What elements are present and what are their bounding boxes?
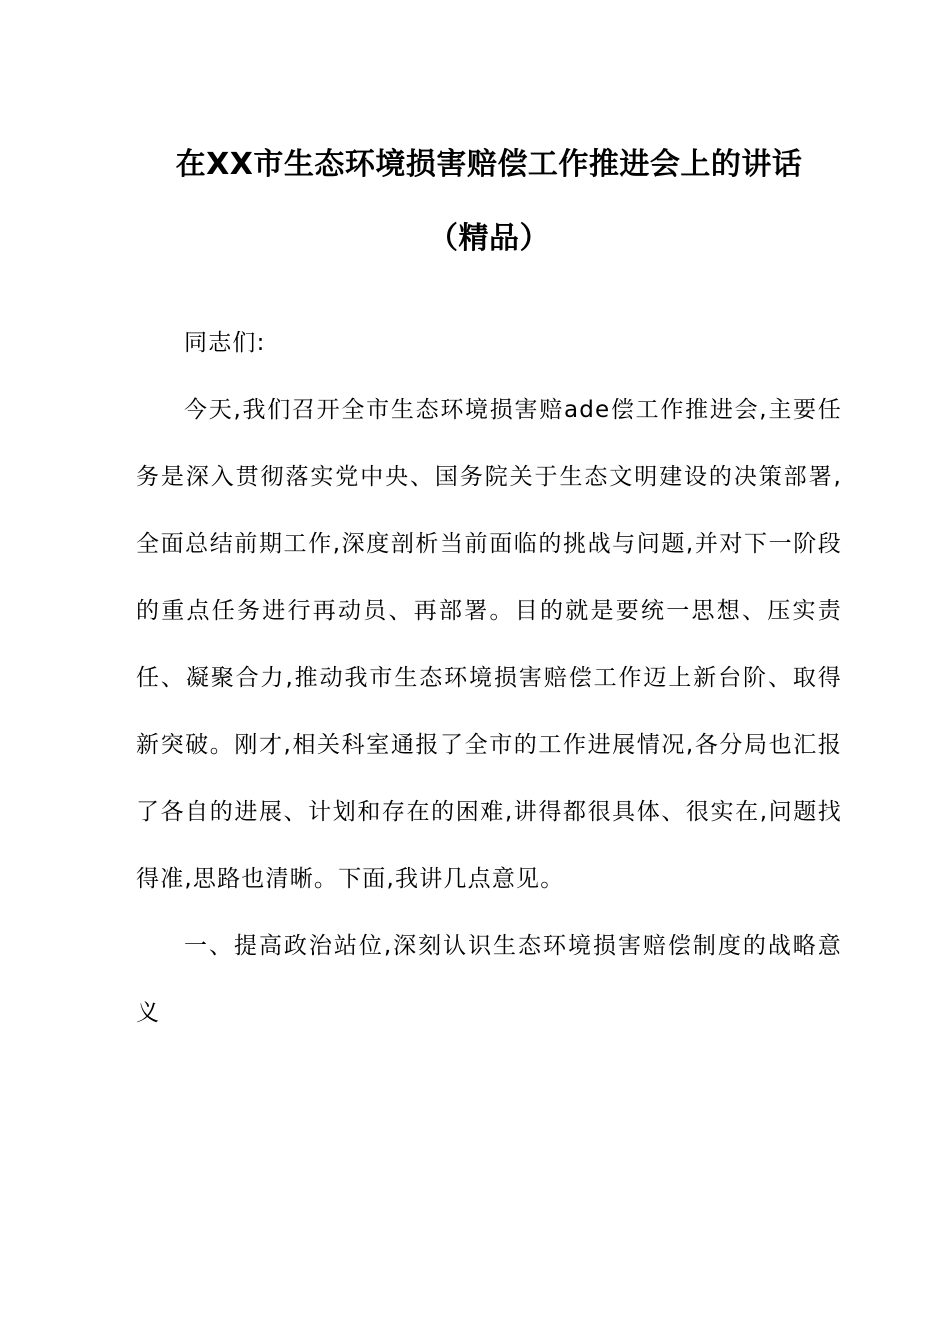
paragraph-1: 今天,我们召开全市生态环境损害赔ade偿工作推进会,主要任务是深入贯彻落实党中央、国务院关于生态文明建设的决策部署,全面总结前期工作,深度剖析当前面临的挑战与问题,并对下一阶段的重点任务进行再动员、再部署。目的就是要统一思想、压实责任、凝聚合力,推动我市生态环境损害赔偿工作迈上新台阶、取得新突破。刚才,相关科室通报了全市的工作进展情况,各分局也汇报了各自的进展、计划和存在的困难,讲得都很具体、很实在,问题找得准,思路也清晰。下面,我讲几点意见。 bbox=[136, 397, 842, 892]
paragraph-2-heading: 一、提高政治站位,深刻认识生态环境损害赔偿制度的战略意义 bbox=[136, 933, 842, 1026]
page-title bbox=[136, 128, 842, 276]
document-title-sub: （精品） bbox=[428, 221, 550, 256]
document-title-main: 在XX市生态环境损害赔偿工作推进会上的讲话 bbox=[175, 147, 803, 182]
salutation-line: 同志们: bbox=[184, 330, 266, 356]
document-body bbox=[136, 310, 842, 1047]
